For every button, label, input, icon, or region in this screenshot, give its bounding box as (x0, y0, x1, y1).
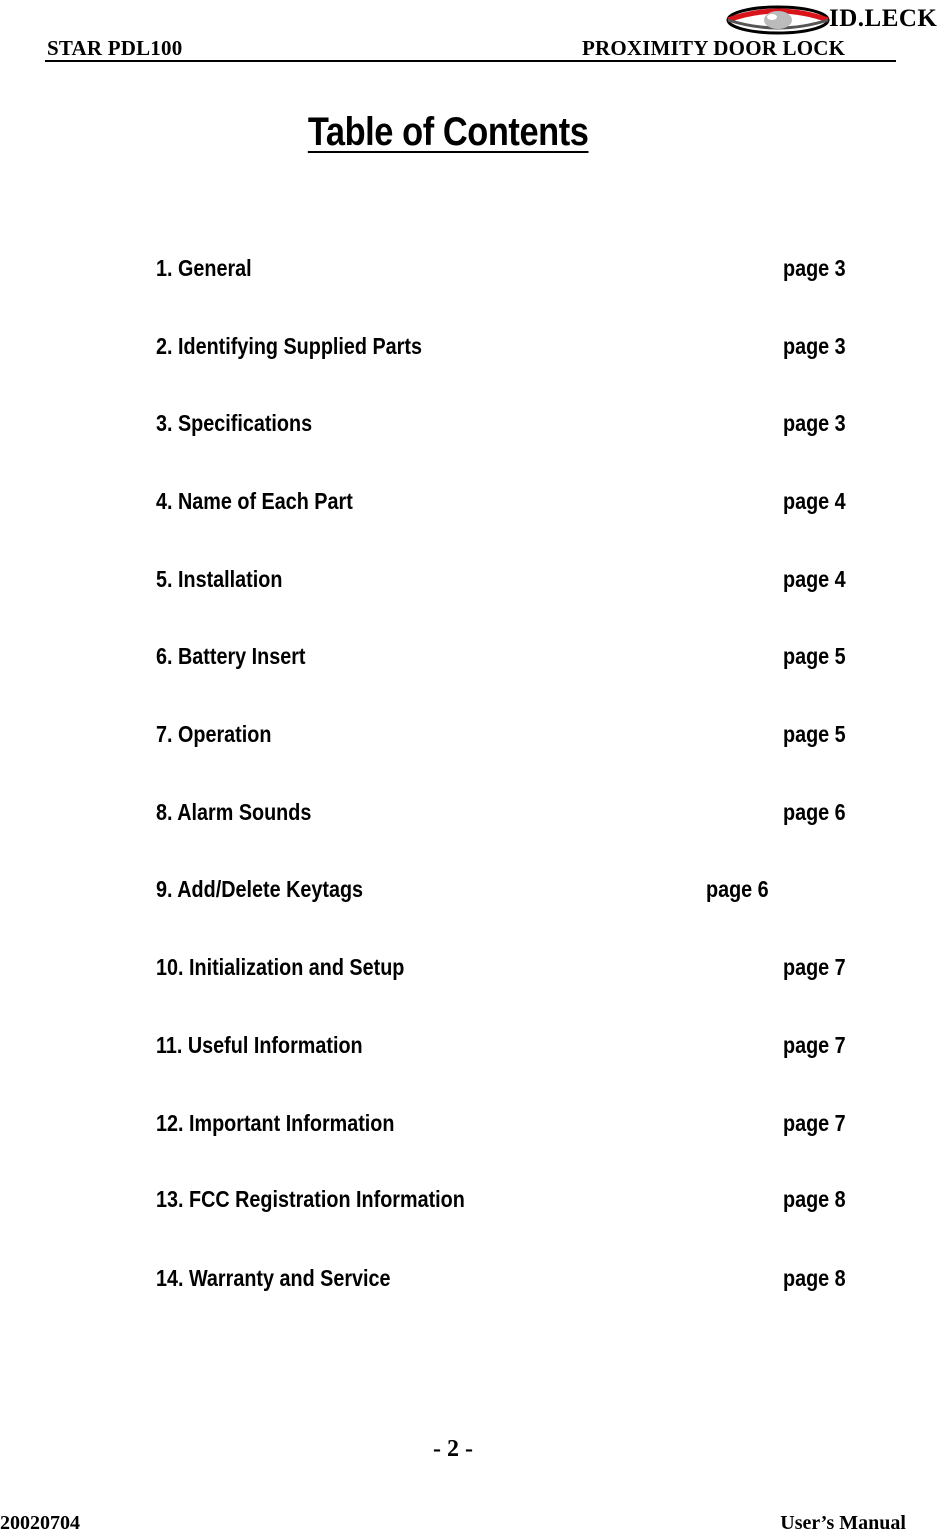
toc-entry (0, 876, 926, 906)
toc-entry (0, 566, 926, 596)
toc-entry (0, 1032, 926, 1062)
toc-entry-page: page 7 (783, 1032, 846, 1058)
toc-entry-label: 4. Name of Each Part (156, 488, 353, 514)
footer-date-code: 20020704 (0, 1512, 80, 1534)
toc-entry (0, 954, 926, 984)
toc-entry-label: 8. Alarm Sounds (156, 799, 312, 825)
toc-entry (0, 643, 926, 673)
toc-entry-page: page 4 (783, 566, 846, 592)
toc-entry-label: 14. Warranty and Service (156, 1265, 391, 1291)
header-product-name: STAR PDL100 (47, 36, 183, 60)
toc-entry-page: page 8 (783, 1265, 846, 1291)
toc-entry (0, 1265, 926, 1295)
toc-entry-label: 10. Initialization and Setup (156, 954, 405, 980)
toc-entry-label: 2. Identifying Supplied Parts (156, 333, 422, 359)
toc-entry-label: 13. FCC Registration Information (156, 1186, 465, 1212)
toc-entry-label: 5. Installation (156, 566, 283, 592)
toc-entry-page: page 5 (783, 721, 846, 747)
header-rule (45, 60, 896, 62)
logo-wordmark: ID.LECK (829, 5, 937, 32)
toc-entry-label: 6. Battery Insert (156, 643, 306, 669)
toc-entry (0, 488, 926, 518)
toc-entry (0, 1186, 926, 1216)
toc-entry-page: page 6 (783, 799, 846, 825)
header-product-type: PROXIMITY DOOR LOCK (582, 36, 846, 60)
toc-entry-label: 9. Add/Delete Keytags (156, 876, 364, 902)
toc-entry-label: 1. General (156, 255, 252, 281)
toc-entry-page: page 5 (783, 643, 846, 669)
toc-entry-page: page 4 (783, 488, 846, 514)
toc-entry-page: page 3 (783, 333, 846, 359)
toc-entry (0, 721, 926, 751)
footer-document-type: User’s Manual (780, 1512, 906, 1534)
toc-entry-page: page 3 (783, 410, 846, 436)
toc-entry (0, 333, 926, 363)
toc-entry-page: page 7 (783, 1110, 846, 1136)
toc-entry (0, 255, 926, 285)
toc-entry-page: page 8 (783, 1186, 846, 1212)
toc-entry-label: 7. Operation (156, 721, 272, 747)
page-title: Table of Contents (307, 110, 589, 154)
toc-entry-label: 12. Important Information (156, 1110, 395, 1136)
toc-entry (0, 1110, 926, 1140)
toc-entry-label: 3. Specifications (156, 410, 313, 436)
toc-entry-page: page 3 (783, 255, 846, 281)
toc-entry-page: page 6 (706, 876, 769, 902)
toc-entry-label: 11. Useful Information (156, 1032, 363, 1058)
page-number: - 2 - (433, 1436, 473, 1462)
toc-entry-page: page 7 (783, 954, 846, 980)
toc-entry (0, 799, 926, 829)
toc-entry (0, 410, 926, 440)
